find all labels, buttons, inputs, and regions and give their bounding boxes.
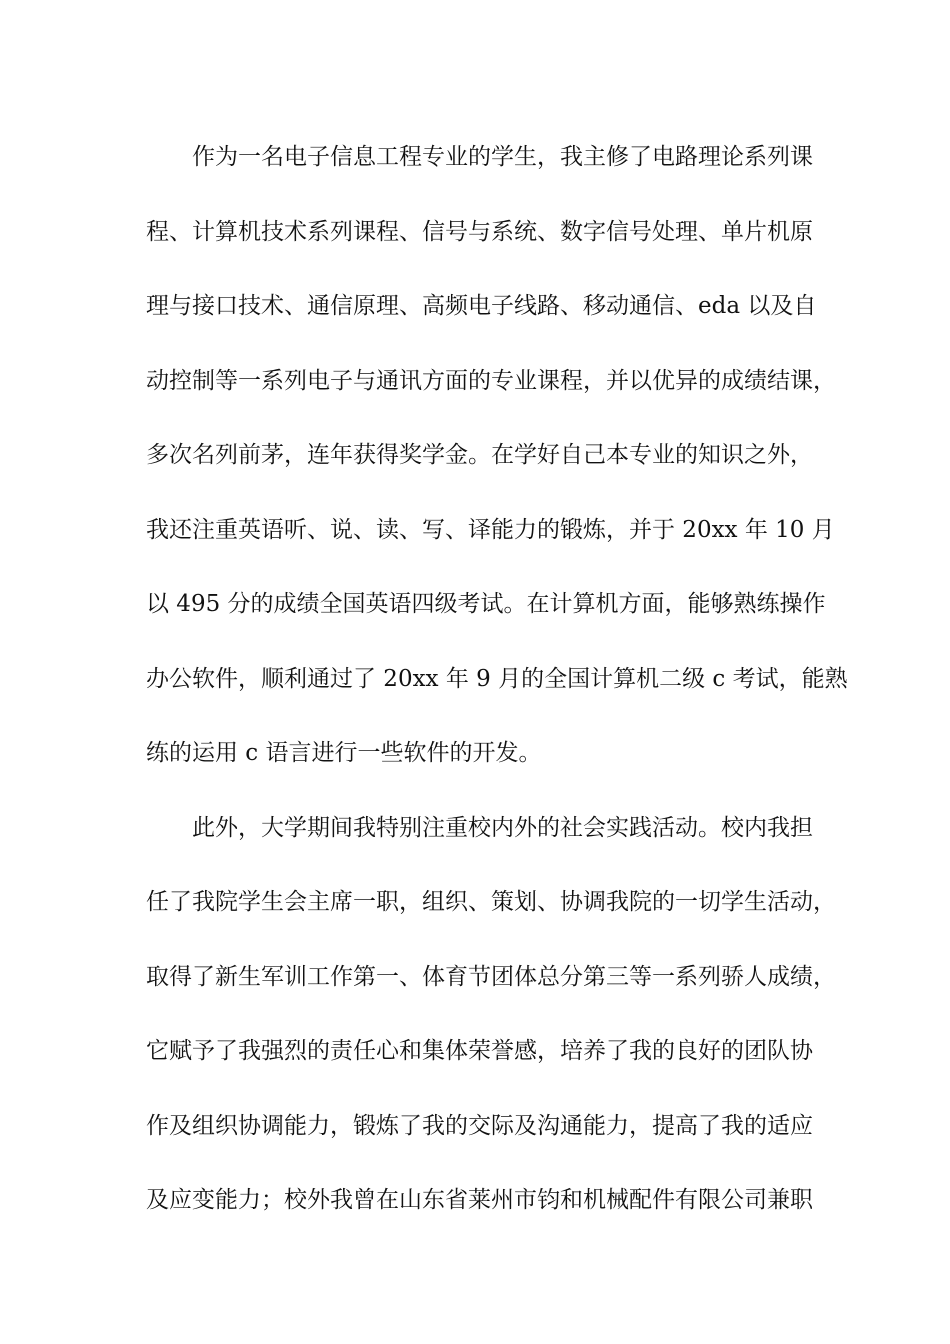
paragraph-line: 它赋予了我强烈的责任心和集体荣誉感，培养了我的良好的团队协 <box>146 1038 813 1064</box>
paragraph-line: 作及组织协调能力，锻炼了我的交际及沟通能力，提高了我的适应 <box>146 1112 813 1139</box>
paragraph-line: 我还注重英语听、说、读、写、译能力的锻炼，并于 20xx 年 10 月 <box>146 516 835 543</box>
paragraph-line: 此外，大学期间我特别注重校内外的社会实践活动。校内我担 <box>192 814 813 841</box>
paragraph-line: 及应变能力；校外我曾在山东省莱州市钧和机械配件有限公司兼职 <box>146 1187 813 1213</box>
paragraph-line: 程、计算机技术系列课程、信号与系统、数字信号处理、单片机原 <box>146 218 813 245</box>
paragraph-1 <box>146 127 848 798</box>
paragraph-line: 办公软件，顺利通过了 20xx 年 9 月的全国计算机二级 c 考试，能熟 <box>146 665 848 692</box>
paragraph-line: 理与接口技术、通信原理、高频电子线路、移动通信、eda 以及自 <box>146 293 817 319</box>
paragraph-line: 练的运用 c 语言进行一些软件的开发。 <box>146 740 542 766</box>
paragraph-line: 任了我院学生会主席一职，组织、策划、协调我院的一切学生活动， <box>146 889 836 915</box>
paragraph-line: 多次名列前茅，连年获得奖学金。在学好自己本专业的知识之外， <box>146 442 813 468</box>
body-text <box>146 127 848 1245</box>
paragraph-line: 动控制等一系列电子与通讯方面的专业课程，并以优异的成绩结课， <box>146 367 836 394</box>
paragraph-line: 以 495 分的成绩全国英语四级考试。在计算机方面，能够熟练操作 <box>146 591 826 617</box>
paragraph-2 <box>146 798 836 1245</box>
paragraph-line: 作为一名电子信息工程专业的学生，我主修了电路理论系列课 <box>192 144 813 170</box>
paragraph-line: 取得了新生军训工作第一、体育节团体总分第三等一系列骄人成绩， <box>146 963 836 990</box>
